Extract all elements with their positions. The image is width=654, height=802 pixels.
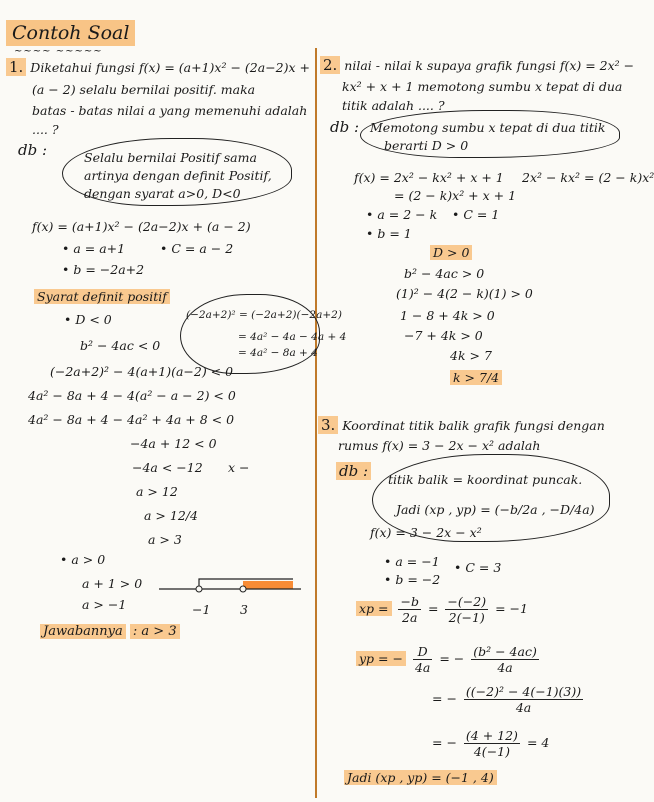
problem-3-db-label: db : bbox=[336, 464, 371, 479]
problem-1-step-14: a > −1 bbox=[82, 597, 127, 612]
problem-3-yp: yp = − $\frac{D}{4a}$ = − $\frac{\text{(b² − 4ac)}}{4a}$ bbox=[356, 644, 542, 675]
problem-3-statement-2: rumus f(x) = 3 − 2x − x² adalah bbox=[338, 438, 541, 453]
problem-1-step-4: 4a² − 8a + 4 − 4(a² − a − 2) < 0 bbox=[28, 388, 236, 403]
number-line bbox=[155, 575, 305, 607]
problem-1-coef-c: • C = a − 2 bbox=[160, 241, 234, 256]
problem-1-coef-a: • a = a+1 bbox=[62, 241, 126, 256]
problem-3-final: Jadi (xp , yp) = (−1 , 4) bbox=[344, 770, 497, 785]
problem-2-step-5: 4k > 7 bbox=[450, 348, 492, 363]
problem-1-note-1: Selalu bernilai Positif sama bbox=[84, 150, 257, 165]
problem-1-coef-b: • b = −2a+2 bbox=[62, 262, 145, 277]
problem-2-coef-a: • a = 2 − k bbox=[366, 207, 438, 222]
problem-2-aside: 2x² − kx² = (2 − k)x² bbox=[522, 170, 654, 185]
problem-2-statement-1: 2. nilai - nilai k supaya grafik fungsi f(x) = 2x² − bbox=[320, 58, 634, 73]
title-underline: ~~~~ ~~~~~ bbox=[14, 46, 103, 57]
problem-1-syarat-label: Syarat definit positif bbox=[34, 289, 170, 304]
problem-3-note-2: Jadi (xp , yp) = (−b/2a , −D/4a) bbox=[396, 502, 595, 517]
problem-1-db-label: db : bbox=[18, 141, 48, 159]
problem-1-step-5: 4a² − 8a + 4 − 4a² + 4a + 8 < 0 bbox=[28, 412, 235, 427]
problem-2-step-6: k > 7/4 bbox=[450, 370, 502, 385]
problem-2-note-2: berarti D > 0 bbox=[384, 138, 469, 153]
number-line-label-three: 3 bbox=[240, 602, 248, 617]
problem-2-statement-3: titik adalah .... ? bbox=[342, 98, 445, 113]
problem-1-step-11: a > 3 bbox=[148, 532, 182, 547]
problem-1-step-10: a > 12/4 bbox=[144, 508, 198, 523]
problem-3-coef-c: • C = 3 bbox=[454, 560, 502, 575]
problem-3-xp: xp = $\frac{-b}{2a}$ = $\frac{-(-2)}{2(-1)}$ = −1 bbox=[356, 594, 528, 625]
problem-1-statement-3: batas - batas nilai a yang memenuhi adalah bbox=[32, 103, 308, 118]
problem-3-yp-step-3: = − $\frac{(4 + 12)}{4(-1)}$ = 4 bbox=[432, 728, 550, 759]
problem-1-step-1: • D < 0 bbox=[64, 312, 112, 327]
problem-1-aside-3: = 4a² − 8a + 4 bbox=[238, 347, 318, 359]
problem-3-yp-step-2: = − $\frac{\text{((−2)² − 4(−1)(3))}}{4a}$ bbox=[432, 684, 582, 715]
number-line-label-minus-one: −1 bbox=[192, 602, 211, 617]
problem-1-statement-4: .... ? bbox=[32, 122, 59, 137]
problem-1-step-2: b² − 4ac < 0 bbox=[80, 338, 161, 353]
problem-1-aside-1: (−2a+2)² = (−2a+2)(−2a+2) bbox=[186, 309, 342, 321]
problem-1-step-9: a > 12 bbox=[136, 484, 178, 499]
problem-2-step-4: −7 + 4k > 0 bbox=[404, 328, 483, 343]
problem-2-step-1: b² − 4ac > 0 bbox=[404, 266, 485, 281]
problem-2-note-1: Memotong sumbu x tepat di dua titik bbox=[370, 120, 606, 135]
page-title: Contoh Soal bbox=[6, 20, 135, 46]
problem-1-step-12: • a > 0 bbox=[60, 552, 106, 567]
problem-1-aside-2: = 4a² − 4a − 4a + 4 bbox=[238, 331, 347, 343]
problem-1-function: f(x) = (a+1)x² − (2a−2)x + (a − 2) bbox=[32, 219, 251, 234]
problem-3-statement-1: 3. Koordinat titik balik grafik fungsi dengan bbox=[318, 418, 605, 433]
problem-1-statement-2: (a − 2) selalu bernilai positif. maka bbox=[32, 82, 256, 97]
problem-1-note-2: artinya dengan definit Positif, bbox=[84, 168, 272, 183]
problem-2-step-3: 1 − 8 + 4k > 0 bbox=[400, 308, 495, 323]
problem-1-answer: Jawabannya : a > 3 bbox=[40, 624, 180, 639]
problem-3-coef-a: • a = −1 bbox=[384, 554, 440, 569]
problem-2-coef-c: • C = 1 bbox=[452, 207, 500, 222]
problem-1-step-8: x − bbox=[228, 460, 250, 475]
problem-1-note-3: dengan syarat a>0, D<0 bbox=[84, 186, 241, 201]
problem-2-condition: D > 0 bbox=[430, 245, 472, 260]
problem-1-statement-1: 1. Diketahui fungsi f(x) = (a+1)x² − (2a−2)x + bbox=[6, 60, 310, 75]
problem-3-note-1: titik balik = koordinat puncak. bbox=[388, 472, 583, 487]
problem-1-step-13: a + 1 > 0 bbox=[82, 576, 143, 591]
problem-2-function: f(x) = 2x² − kx² + x + 1 bbox=[354, 170, 504, 185]
problem-3-coef-b: • b = −2 bbox=[384, 572, 441, 587]
problem-1-step-3: (−2a+2)² − 4(a+1)(a−2) < 0 bbox=[50, 364, 234, 379]
number-line-solution-region bbox=[243, 581, 293, 589]
problem-2-factored: = (2 − k)x² + x + 1 bbox=[394, 188, 517, 203]
problem-1-step-7: −4a < −12 bbox=[132, 460, 203, 475]
problem-2-coef-b: • b = 1 bbox=[366, 226, 412, 241]
problem-3-function: f(x) = 3 − 2x − x² bbox=[370, 525, 482, 540]
column-divider bbox=[315, 48, 317, 798]
problem-2-db-label: db : bbox=[330, 118, 360, 136]
problem-2-step-2: (1)² − 4(2 − k)(1) > 0 bbox=[396, 286, 533, 301]
problem-1-step-6: −4a + 12 < 0 bbox=[130, 436, 217, 451]
problem-2-statement-2: kx² + x + 1 memotong sumbu x tepat di dua bbox=[342, 79, 623, 94]
